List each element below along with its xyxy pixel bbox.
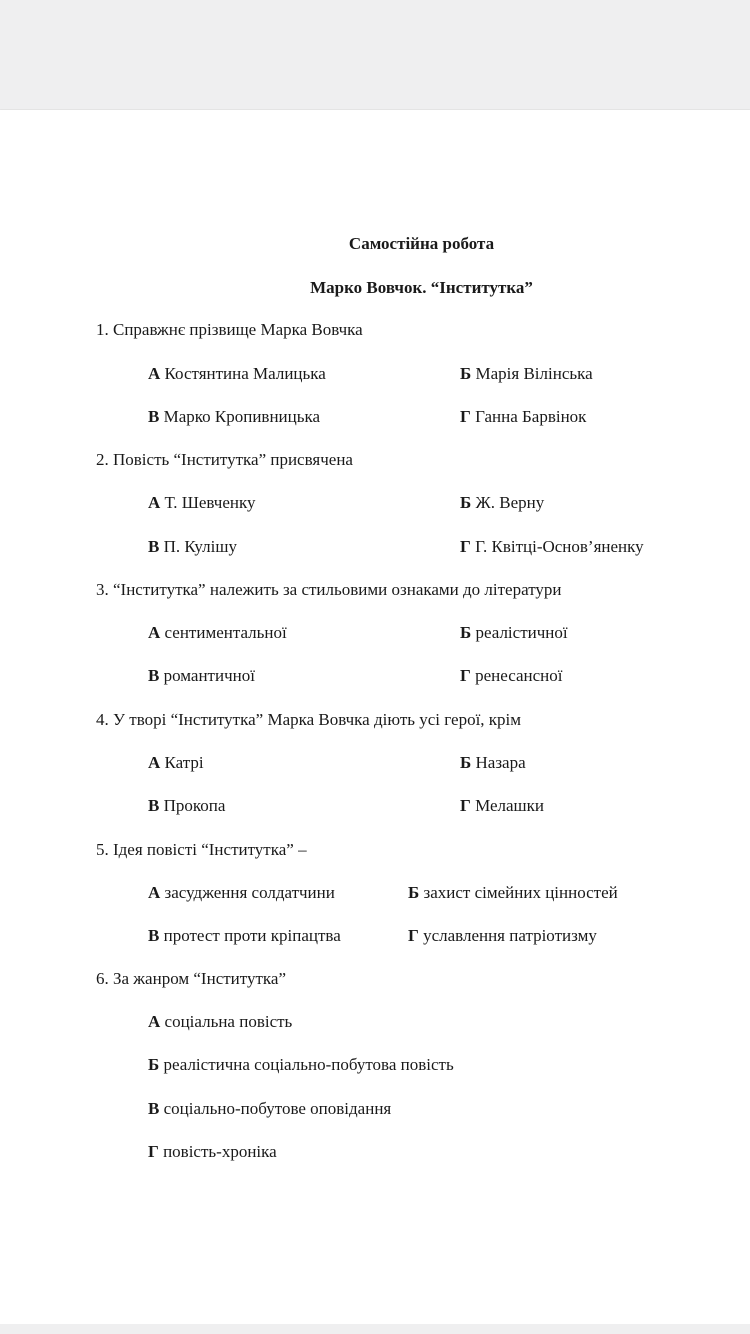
option-letter: Г xyxy=(460,407,471,426)
option-letter: Б xyxy=(148,1055,160,1074)
option-2c xyxy=(148,537,237,557)
option-3a xyxy=(148,623,287,643)
viewer-bottom-bar xyxy=(0,1324,750,1334)
option-5a xyxy=(148,883,335,903)
option-4a xyxy=(148,753,204,773)
option-text: Г. Квітці-Основ’яненку xyxy=(475,537,644,556)
option-text: Т. Шевченку xyxy=(164,493,256,512)
option-3c xyxy=(148,666,255,686)
option-text: протест проти кріпацтва xyxy=(163,926,341,945)
option-6d xyxy=(148,1142,277,1162)
option-text: повість-хроніка xyxy=(163,1142,277,1161)
option-letter: В xyxy=(148,537,160,556)
option-1a xyxy=(148,364,326,384)
option-text: соціально-побутове оповідання xyxy=(163,1099,392,1118)
option-1d xyxy=(460,407,586,427)
option-4d xyxy=(460,796,544,816)
option-text: Ганна Барвінок xyxy=(475,407,587,426)
option-letter: А xyxy=(148,883,161,902)
option-text: Назара xyxy=(475,753,526,772)
option-letter: Б xyxy=(460,623,472,642)
option-text: соціальна повість xyxy=(164,1012,293,1031)
option-text: ренесансної xyxy=(475,666,563,685)
question-5: 5. Ідея повісті “Інститутка” – xyxy=(96,840,307,859)
option-text: Ж. Верну xyxy=(475,493,545,512)
option-letter: Б xyxy=(408,883,420,902)
viewer-top-bar xyxy=(0,0,750,108)
option-3b xyxy=(460,623,568,643)
option-letter: В xyxy=(148,1099,160,1118)
option-text: Прокопа xyxy=(163,796,226,815)
option-text: реалістичної xyxy=(475,623,568,642)
option-letter: В xyxy=(148,926,160,945)
option-2b xyxy=(460,493,544,513)
question-6: 6. За жанром “Інститутка” xyxy=(96,969,286,988)
option-letter: А xyxy=(148,623,161,642)
option-text: Костянтина Малицька xyxy=(164,364,326,383)
option-letter: А xyxy=(148,493,161,512)
option-2a xyxy=(148,493,256,513)
option-6b xyxy=(148,1055,454,1075)
option-5d xyxy=(408,926,597,946)
option-text: П. Кулішу xyxy=(163,537,237,556)
option-text: Мелашки xyxy=(475,796,544,815)
option-text: Марко Кропивницька xyxy=(163,407,321,426)
option-letter: В xyxy=(148,407,160,426)
option-5c xyxy=(148,926,341,946)
option-6c xyxy=(148,1099,391,1119)
option-2d xyxy=(460,537,644,557)
option-text: сентиментальної xyxy=(164,623,287,642)
option-text: романтичної xyxy=(163,666,255,685)
option-3d xyxy=(460,666,562,686)
option-letter: Г xyxy=(460,796,471,815)
option-letter: В xyxy=(148,796,160,815)
option-letter: Г xyxy=(408,926,419,945)
option-1c xyxy=(148,407,320,427)
option-text: Катрі xyxy=(164,753,204,772)
option-letter: Г xyxy=(460,537,471,556)
option-letter: А xyxy=(148,1012,161,1031)
option-letter: Г xyxy=(148,1142,159,1161)
option-4b xyxy=(460,753,526,773)
option-text: реалістична соціально-побутова повість xyxy=(163,1055,454,1074)
option-letter: В xyxy=(148,666,160,685)
question-1: 1. Справжнє прізвище Марка Вовчка xyxy=(96,320,363,339)
option-5b xyxy=(408,883,618,903)
option-text: захист сімейних цінностей xyxy=(423,883,618,902)
question-2: 2. Повість “Інститутка” присвячена xyxy=(96,450,353,469)
option-1b xyxy=(460,364,593,384)
question-4: 4. У творі “Інститутка” Марка Вовчка діють усі герої, крім xyxy=(96,710,522,729)
option-letter: Г xyxy=(460,666,471,685)
option-letter: А xyxy=(148,753,161,772)
option-letter: А xyxy=(148,364,161,383)
option-4c xyxy=(148,796,225,816)
option-letter: Б xyxy=(460,753,472,772)
option-6a xyxy=(148,1012,292,1032)
option-letter: Б xyxy=(460,493,472,512)
option-text: Марія Вілінська xyxy=(475,364,593,383)
option-letter: Б xyxy=(460,364,472,383)
question-3: 3. “Інститутка” належить за стильовими ознаками до літератури xyxy=(96,580,562,599)
option-text: засудження солдатчини xyxy=(164,883,335,902)
document-subtitle: Марко Вовчок. “Інститутка” xyxy=(310,278,533,297)
option-text: уславлення патріотизму xyxy=(423,926,597,945)
document-title: Самостійна робота xyxy=(348,234,495,253)
